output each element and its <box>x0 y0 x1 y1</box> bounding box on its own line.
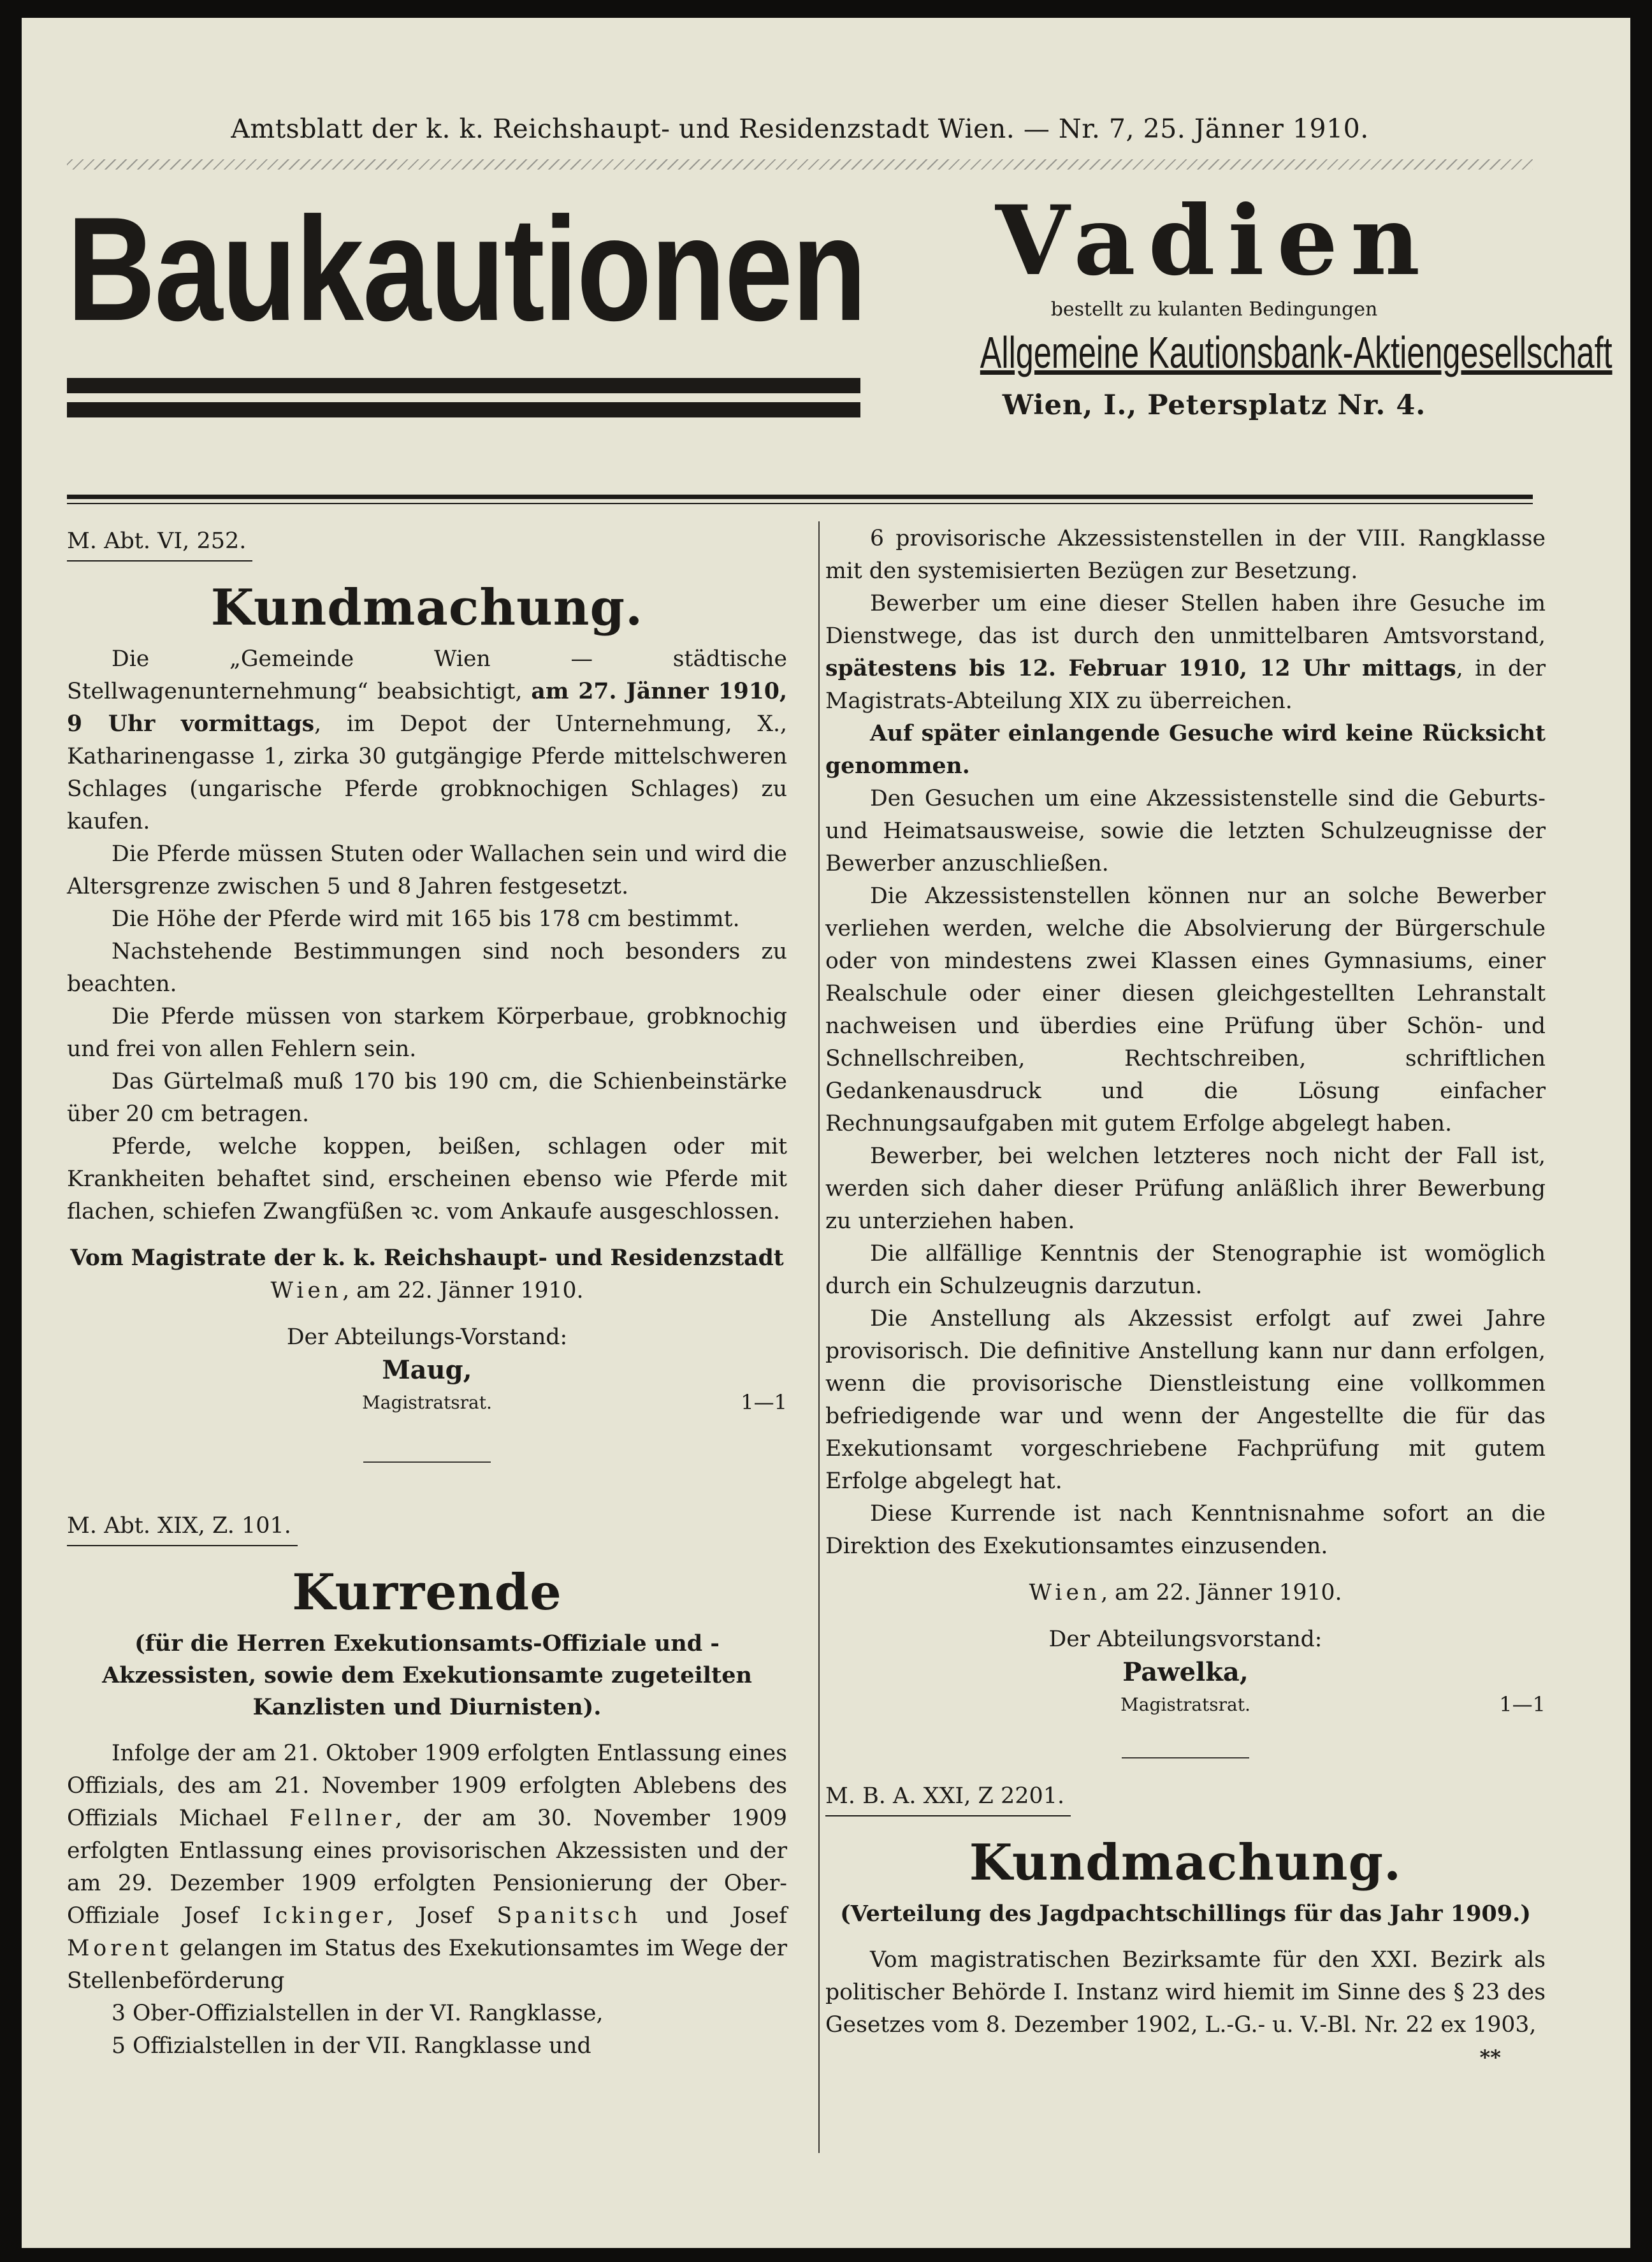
paragraph: Diese Kurrende ist nach Kenntnisnahme sofort an die Direktion des Exekutionsamtes einzusenden. <box>825 1501 1546 1559</box>
ad-bank-name: Allgemeine Kautionsbank-Aktiengesellschaft <box>980 328 1612 377</box>
ad-title-vadien: Vadien <box>995 185 1433 297</box>
paragraph: Die allfällige Kenntnis der Stenographie ist womöglich durch ein Schulzeugnis darzutun. <box>825 1241 1546 1299</box>
continuation-mark: ** <box>1479 2045 1501 2070</box>
paragraph: Nachstehende Bestimmungen sind noch besonders zu beachten. <box>67 939 787 997</box>
paragraph: Die „Gemeinde Wien — städtische Stellwagenunternehmung“ beabsichtigt, am 27. Jänner 1910, 9 Uhr vormittags, im Depot der Unternehmung, X., Katharinengasse 1, zirka 30 gutgängige Pferde mittelschweren Schlages (ungarische Pferde grobknochigen Schlages) zu kaufen. <box>67 646 787 834</box>
paragraph: Den Gesuchen um eine Akzessistenstelle sind die Geburts- und Heimatsausweise, sowie die letzten Schulzeugnisse der Bewerber anzuschließen. <box>825 786 1546 876</box>
reference-number: M. Abt. VI, 252. <box>67 523 252 562</box>
paragraph: Vom magistratischen Bezirksamte für den XXI. Bezirk als politischer Behörde I. Instanz wird hiemit im Sinne des § 23 des Gesetzes vom 8. Dezember 1902, L.-G.- u. V.-Bl. Nr. 22 ex 1903, <box>825 1947 1546 2038</box>
notice-hunting-lease <box>825 1778 1546 2074</box>
reference-number: M. B. A. XXI, Z 2201. <box>825 1778 1071 1816</box>
notice-heading: Kundmachung. <box>210 579 644 637</box>
place-date: Wien, am 22. Jänner 1910. <box>1029 1580 1342 1606</box>
paragraph: Bewerber, bei welchen letzteres noch nicht der Fall ist, werden sich daher dieser Prüfung anläßlich ihrer Bewerbung zu unterziehen haben. <box>825 1143 1546 1234</box>
person-name: Spanitsch <box>496 1903 642 1929</box>
column-left <box>67 523 787 2063</box>
signatory-name: Pawelka, <box>1122 1657 1249 1687</box>
column-divider <box>818 521 820 2153</box>
scan-border-left <box>0 0 22 2262</box>
sale-date: am 27. Jänner 1910, 9 Uhr vormittags <box>67 679 787 737</box>
insertion-number: 1—1 <box>741 1390 787 1414</box>
paragraph: Die Pferde müssen von starkem Körperbaue, grobknochig und frei von allen Fehlern sein. <box>67 1004 787 1062</box>
insertion-number: 1—1 <box>1499 1692 1546 1716</box>
signatory-role: Der Abteilungs-Vorstand: <box>286 1324 568 1350</box>
header-rule-thin <box>67 503 1533 504</box>
deadline: spätestens bis 12. Februar 1910, 12 Uhr mittags <box>825 656 1456 681</box>
notice-subtitle: (für die Herren Exekutionsamts-Offiziale und -Akzessisten, sowie dem Exekutionsamte zugeteilten Kanzlisten und Diurnisten). <box>102 1630 752 1720</box>
ad-address: Wien, I., Petersplatz Nr. 4. <box>1002 389 1426 421</box>
paragraph: Die Höhe der Pferde wird mit 165 bis 178 cm bestimmt. <box>112 906 740 932</box>
signatory-title-row <box>67 1386 787 1417</box>
person-name: Morent <box>67 1936 173 1961</box>
ad-conditions: bestellt zu kulanten Bedingungen <box>1050 298 1378 321</box>
signatory-title: Magistratsrat. <box>1120 1694 1250 1715</box>
header-rule <box>67 495 1533 499</box>
list-item: 3 Ober-Offizialstellen in der VI. Rangklasse, <box>112 2001 604 2026</box>
advertisement-left <box>67 187 866 352</box>
paragraph: Infolge der am 21. Oktober 1909 erfolgten Entlassung eines Offizials, des am 21. November 1909 erfolgten Ablebens des Offizials Michael Fellner, der am 30. November 1909 erfolgten Entlassung eines provisorischen Akzessisten und der am 29. Dezember 1909 erfolgten Pensionierung der Ober-Offiziale Josef Ickinger, Josef Spanitsch und Josef Morent gelangen im Status des Exekutionsamtes im Wege der Stellenbeförderung <box>67 1741 787 1994</box>
paragraph: Die Anstellung als Akzessist erfolgt auf zwei Jahre provisorisch. Die definitive Anstellung kann nur dann erfolgen, wenn die provisorische Dienstleistung eine vollkommen befriedigende war und wenn der Angestellte die für das Exekutionsamt vorgeschriebene Fachprüfung mit gutem Erfolge abgelegt hat. <box>825 1306 1546 1494</box>
paragraph: Die Akzessistenstellen können nur an solche Bewerber verliehen werden, welche die Absolvierung der Bürgerschule oder von mindestens zwei Klassen eines Gymnasiums, einer Realschule oder einer diesen gleichgestellten Lehranstalt nachweisen und überdies eine Prüfung über Schön- und Schnellschreiben, Rechtschreiben, schriftlichen Gedankenausdruck und die Lösung einfacher Rechnungsaufgaben mit gutem Erfolge abgelegt haben. <box>825 883 1546 1136</box>
paragraph: Die Pferde müssen Stuten oder Wallachen sein und wird die Altersgrenze zwischen 5 und 8 Jahren festgesetzt. <box>67 841 787 899</box>
person-name: Fellner <box>289 1806 396 1831</box>
signatory-role: Der Abteilungsvorstand: <box>1048 1627 1322 1652</box>
signatory-title-row <box>825 1688 1546 1719</box>
place-date: Wien, am 22. Jänner 1910. <box>270 1278 584 1303</box>
masthead: Amtsblatt der k. k. Reichshaupt- und Residenzstadt Wien. — Nr. 7, 25. Jänner 1910. <box>231 113 1369 144</box>
notice-heading: Kundmachung. <box>969 1834 1402 1892</box>
advertisement-right <box>889 185 1612 421</box>
list-item: 6 provisorische Akzessistenstellen in der VIII. Rangklasse mit den systemisierten Bezügen zur Besetzung. <box>825 526 1546 584</box>
section-separator <box>1122 1757 1249 1758</box>
reference-number: M. Abt. XIX, Z. 101. <box>67 1507 298 1546</box>
paragraph: Pferde, welche koppen, beißen, schlagen oder mit Krankheiten behaftet sind, erscheinen ebenso wie Pferde mit flachen, schiefen Zwangfüßen ꝛc. vom Ankaufe ausgeschlossen. <box>67 1134 787 1224</box>
ad-bar <box>67 378 860 393</box>
ad-title-baukautionen: Baukautionen <box>67 187 866 352</box>
paragraph: Auf später einlangende Gesuche wird keine Rücksicht genommen. <box>825 721 1546 779</box>
person-name: Ickinger <box>263 1903 387 1929</box>
column-right <box>825 523 1546 2074</box>
notice-kurrende <box>67 1507 787 2063</box>
notice-subtitle: (Verteilung des Jagdpachtschillings für das Jahr 1909.) <box>840 1901 1531 1927</box>
wavy-divider <box>67 159 1533 170</box>
ad-bar <box>67 402 860 417</box>
issuing-authority: Vom Magistrate der k. k. Reichshaupt- und Residenzstadt <box>70 1245 784 1271</box>
scan-border-bottom <box>0 2248 1652 2262</box>
signatory-name: Maug, <box>382 1355 472 1385</box>
paragraph: Bewerber um eine dieser Stellen haben ihre Gesuche im Dienstwege, das ist durch den unmittelbaren Amtsvorstand, spätestens bis 12. Februar 1910, 12 Uhr mittags, in der Magistrats-Abteilung XIX zu überreichen. <box>825 591 1546 714</box>
section-separator <box>363 1461 491 1463</box>
scan-border-right <box>1630 0 1652 2262</box>
notice-horses <box>67 523 787 1417</box>
list-item: 5 Offizialstellen in der VII. Rangklasse und <box>112 2033 591 2059</box>
notice-heading: Kurrende <box>292 1563 562 1621</box>
signatory-title: Magistratsrat. <box>362 1392 492 1413</box>
scan-border-top <box>0 0 1652 18</box>
paragraph: Das Gürtelmaß muß 170 bis 190 cm, die Schienbeinstärke über 20 cm betragen. <box>67 1069 787 1127</box>
